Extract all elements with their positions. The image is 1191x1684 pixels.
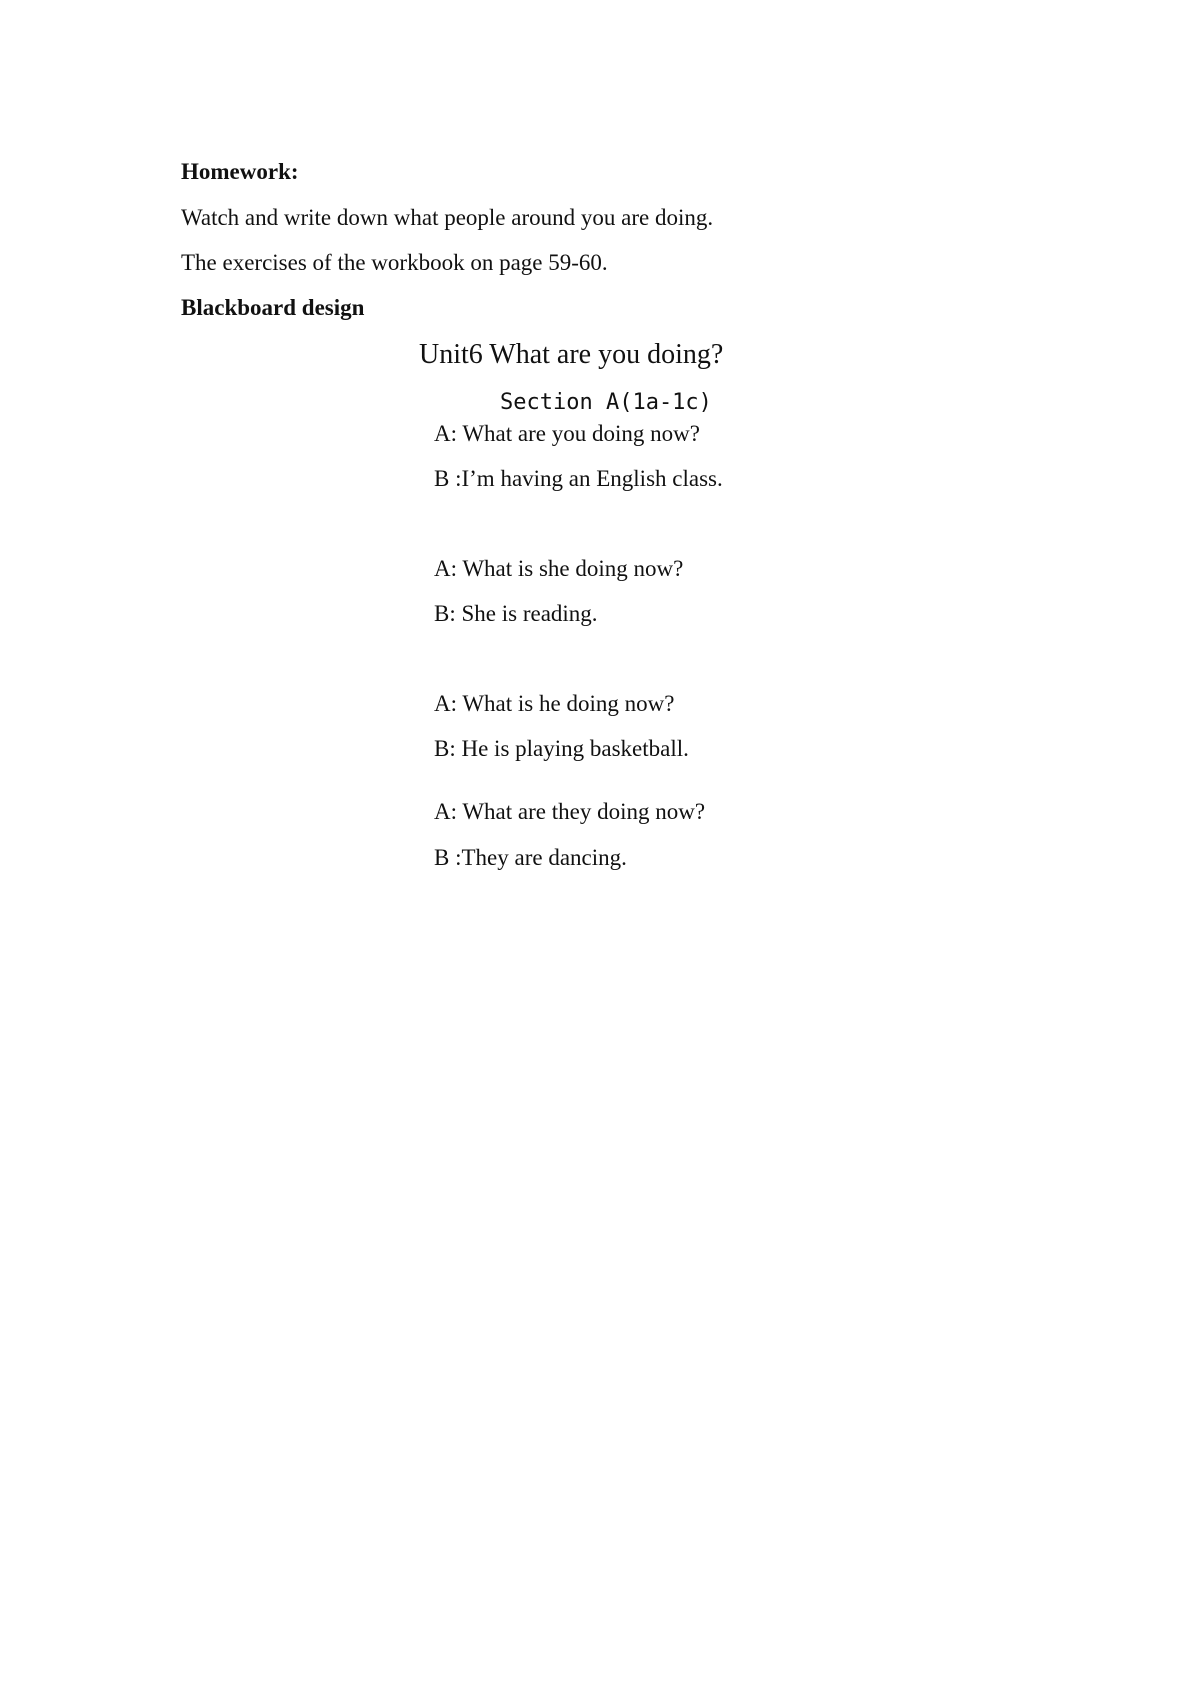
blackboard-subtitle: Section A(1a-1c): [500, 390, 712, 415]
dialogue-line-b: B: She is reading.: [434, 601, 598, 626]
dialogue-line-b: B :They are dancing.: [434, 845, 627, 870]
blackboard-title: Unit6 What are you doing?: [419, 339, 724, 370]
dialogue-line-b: B: He is playing basketball.: [434, 736, 689, 761]
dialogue-line-a: A: What is he doing now?: [434, 691, 675, 716]
dialogue-line-a: A: What is she doing now?: [434, 556, 684, 581]
dialogue-line-a: A: What are they doing now?: [434, 799, 706, 824]
dialogue-line-a: A: What are you doing now?: [434, 421, 700, 446]
blackboard-heading: Blackboard design: [181, 295, 365, 320]
dialogue-line-b: B :I’m having an English class.: [434, 466, 723, 491]
homework-line: Watch and write down what people around you are doing.: [181, 205, 714, 230]
homework-line: The exercises of the workbook on page 59-60.: [181, 250, 608, 275]
homework-heading: Homework:: [181, 159, 299, 184]
